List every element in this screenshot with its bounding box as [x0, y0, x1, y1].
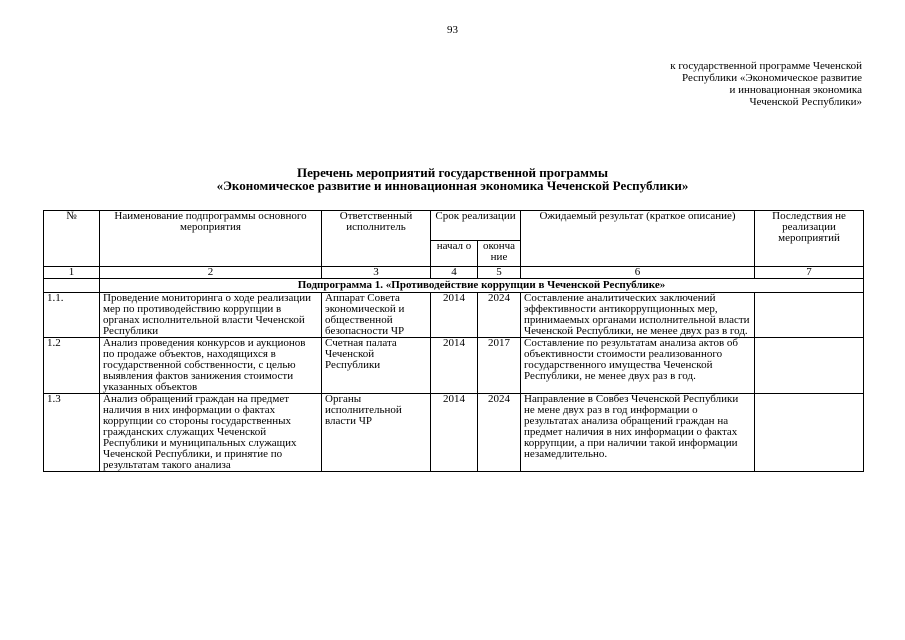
header-consequences: Последствия не реализации мероприятий	[755, 211, 864, 267]
row-num: 1.3	[44, 394, 100, 472]
annex-reference	[670, 60, 862, 108]
column-number: 2	[100, 267, 322, 279]
row-executor: Аппарат Совета экономической и общественной безопасности ЧР	[322, 293, 431, 338]
activities-table	[43, 210, 864, 472]
subprogram-row	[44, 279, 864, 293]
header-executor: Ответственный исполнитель	[322, 211, 431, 267]
row-start: 2014	[431, 293, 478, 338]
row-name: Проведение мониторинга о ходе реализации мер по противодействию коррупции в органах исполнительной власти Чеченской Республики	[100, 293, 322, 338]
document-title-line2: «Экономическое развитие и инновационная экономика Чеченской Республики»	[216, 178, 689, 193]
row-name: Анализ обращений граждан на предмет наличия в них информации о фактах коррупции со стороны государственных гражданских служащих Чеченской Республики и муниципальных служащих Чеченской Республики, и принятие по результатам такого анализа	[100, 394, 322, 472]
annex-line: к государственной программе Чеченской	[670, 60, 862, 72]
column-number: 1	[44, 267, 100, 279]
subprogram-title: Подпрограмма 1. «Противодействие коррупции в Чеченской Республике»	[100, 279, 864, 293]
row-start: 2014	[431, 394, 478, 472]
column-numbers-row	[44, 267, 864, 279]
header-name: Наименование подпрограммы основного мероприятия	[100, 211, 322, 267]
row-start: 2014	[431, 338, 478, 394]
header-result: Ожидаемый результат (краткое описание)	[521, 211, 755, 267]
header-num: №	[44, 211, 100, 267]
header-end: оконча ние	[478, 241, 521, 267]
row-result: Направление в Совбез Чеченской Республики не мене двух раз в год информации о результатах анализа обращений граждан на предмет наличия в них информации о фактах коррупции, а при наличии такой информации незамедлительно.	[521, 394, 755, 472]
row-end: 2024	[478, 394, 521, 472]
annex-line: и инновационная экономика	[729, 84, 862, 96]
row-consequences	[755, 293, 864, 338]
column-number: 4	[431, 267, 478, 279]
column-number: 7	[755, 267, 864, 279]
row-executor: Счетная палата Чеченской Республики	[322, 338, 431, 394]
subprogram-empty-cell	[44, 279, 100, 293]
row-end: 2024	[478, 293, 521, 338]
row-num: 1.2	[44, 338, 100, 394]
row-result: Составление аналитических заключений эффективности антикоррупционных мер, принимаемых органами исполнительной власти Чеченской Республики, не менее двух раз в год.	[521, 293, 755, 338]
row-end: 2017	[478, 338, 521, 394]
table-row	[44, 293, 864, 338]
table-row	[44, 394, 864, 472]
document-title-line1: Перечень мероприятий государственной программы	[296, 165, 609, 180]
column-number: 6	[521, 267, 755, 279]
column-number: 3	[322, 267, 431, 279]
annex-line: Республики «Экономическое развитие	[681, 72, 862, 84]
column-number: 5	[478, 267, 521, 279]
row-num: 1.1.	[44, 293, 100, 338]
header-start: начал о	[431, 241, 478, 267]
row-name: Анализ проведения конкурсов и аукционов по продаже объектов, находящихся в государственной собственности, с целью выявления фактов занижения стоимости указанных объектов	[100, 338, 322, 394]
document-title	[0, 166, 905, 192]
row-executor: Органы исполнительной власти ЧР	[322, 394, 431, 472]
header-term: Срок реализации	[431, 211, 521, 241]
page-number: 93	[447, 24, 458, 36]
row-consequences	[755, 338, 864, 394]
row-consequences	[755, 394, 864, 472]
table-row	[44, 338, 864, 394]
row-result: Составление по результатам анализа актов об объективности стоимости реализованного государственного имущества Чеченской Республики, не менее двух раз в год.	[521, 338, 755, 394]
annex-line: Чеченской Республики»	[749, 96, 862, 108]
